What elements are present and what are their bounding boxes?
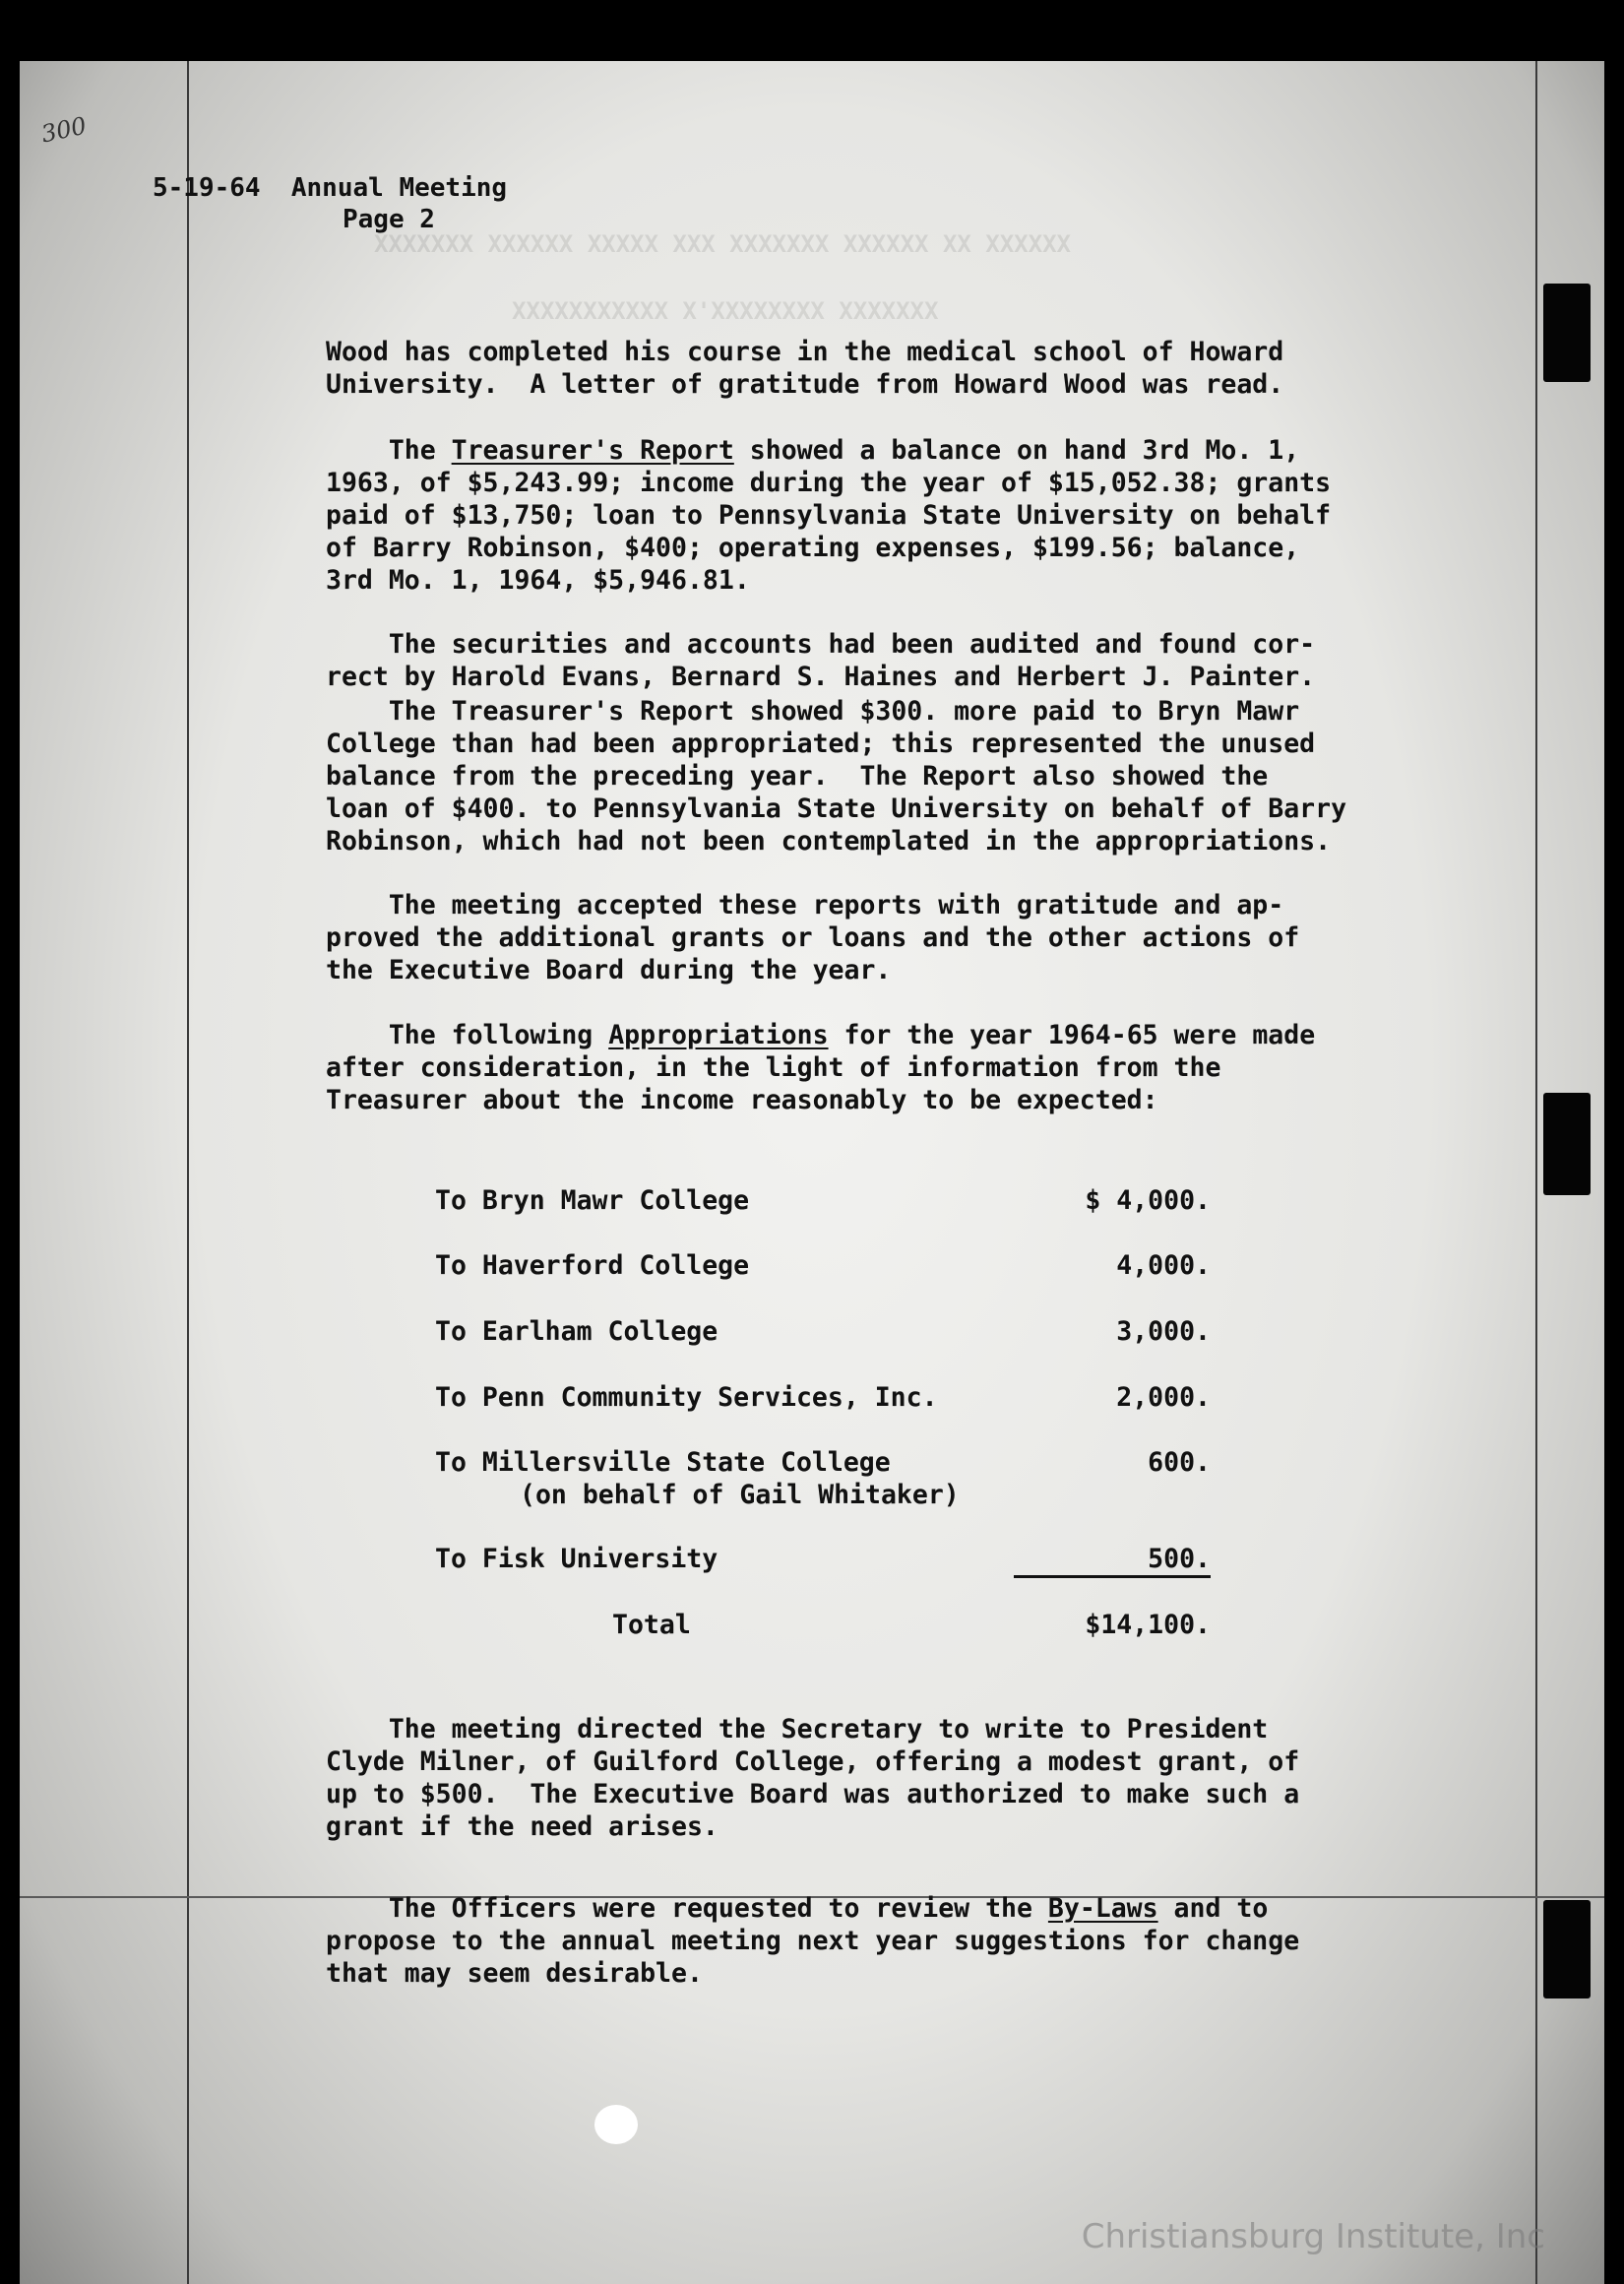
appropriation-sublabel: (on behalf of Gail Whitaker): [520, 1480, 960, 1510]
paragraph-audit: The securities and accounts had been audited and found cor- rect by Harold Evans, Bernard S. Haines and Herbert J. Painter.: [326, 629, 1316, 692]
appropriation-label: To Earlham College: [435, 1316, 718, 1347]
appropriation-amount: 2,000.: [1116, 1382, 1211, 1413]
meeting-title: 5-19-64 Annual Meeting: [153, 173, 508, 203]
paragraph-1: Wood has completed his course in the medical school of Howard University. A letter of gratitude from Howard Wood was read.: [326, 337, 1284, 400]
appropriation-label: To Millersville State College: [435, 1447, 891, 1478]
appropriation-amount: 4,000.: [1116, 1250, 1211, 1281]
document-page: [20, 61, 1604, 2284]
appropriation-amount: $ 4,000.: [1085, 1185, 1211, 1216]
folio-number: 300: [38, 111, 90, 149]
bleed-through-text: XXXXXXX XXXXXXXX'X XXXXXXXXXXX: [512, 297, 939, 325]
by-laws-heading: By-Laws: [1047, 1893, 1158, 1924]
paragraph-treasurers-report-detail: The Treasurer's Report showed $300. more paid to Bryn Mawr College than had been appropriated; this represented the unused balance from the preceding year. The Report also showed the loan of $400. to Pennsylvania State University on behalf of Barry Robinson, which had not been contemplated in the appropriations.: [326, 696, 1347, 856]
appropriations-heading: Appropriations: [608, 1020, 829, 1050]
bleed-through-text: XXXXXX XX XXXXXX XXXXXXX XXX XXXXX XXXXXX XXXXXXX: [374, 230, 1072, 258]
binder-mark-top: [1543, 284, 1591, 382]
scan-blot: [594, 2105, 638, 2144]
appropriation-label: To Haverford College: [435, 1250, 750, 1281]
archive-watermark: Christiansburg Institute, Inc: [1081, 2217, 1545, 2256]
scan-edge-left: [187, 61, 189, 2284]
appropriations-total-label: Total: [612, 1610, 691, 1640]
binder-mark-bottom: [1543, 1900, 1591, 1998]
paragraph-acceptance: The meeting accepted these reports with gratitude and ap- proved the additional grants or loans and the other actions of the Executive Board during the year.: [326, 890, 1300, 985]
appropriation-amount: 600.: [1148, 1447, 1211, 1478]
page-number: Page 2: [343, 205, 435, 234]
paragraph-guilford-grant: The meeting directed the Secretary to write to President Clyde Milner, of Guilford College, offering a modest grant, of up to $500. The Executive Board was authorized to make such a grant if the need arises.: [326, 1714, 1300, 1842]
appropriations-total-amount: $14,100.: [1085, 1610, 1211, 1640]
appropriation-label: To Penn Community Services, Inc.: [435, 1382, 938, 1413]
appropriation-label: To Bryn Mawr College: [435, 1185, 750, 1216]
paragraph-by-laws: The Officers were requested to review the By-Laws and to propose to the annual meeting next year suggestions for change that may seem desirable.: [326, 1893, 1300, 1989]
binder-mark-middle: [1543, 1093, 1591, 1195]
appropriation-amount: 3,000.: [1116, 1316, 1211, 1347]
appropriation-label: To Fisk University: [435, 1544, 718, 1574]
scan-edge-right: [1535, 61, 1537, 2284]
paragraph-appropriations-intro: The following Appropriations for the year 1964-65 were made after consideration, in the light of information from the Treasurer about the income reasonably to be expected:: [326, 1020, 1316, 1115]
treasurers-report-heading: Treasurer's Report: [451, 435, 734, 466]
paragraph-treasurers-report: The Treasurer's Report showed a balance on hand 3rd Mo. 1, 1963, of $5,243.99; income during the year of $15,052.38; grants paid of $13,750; loan to Pennsylvania State University on behalf of Barry Robinson, $400; operating expenses, $199.56; balance, 3rd Mo. 1, 1964, $5,946.81.: [326, 435, 1332, 596]
appropriation-amount: 500.: [1014, 1544, 1211, 1578]
